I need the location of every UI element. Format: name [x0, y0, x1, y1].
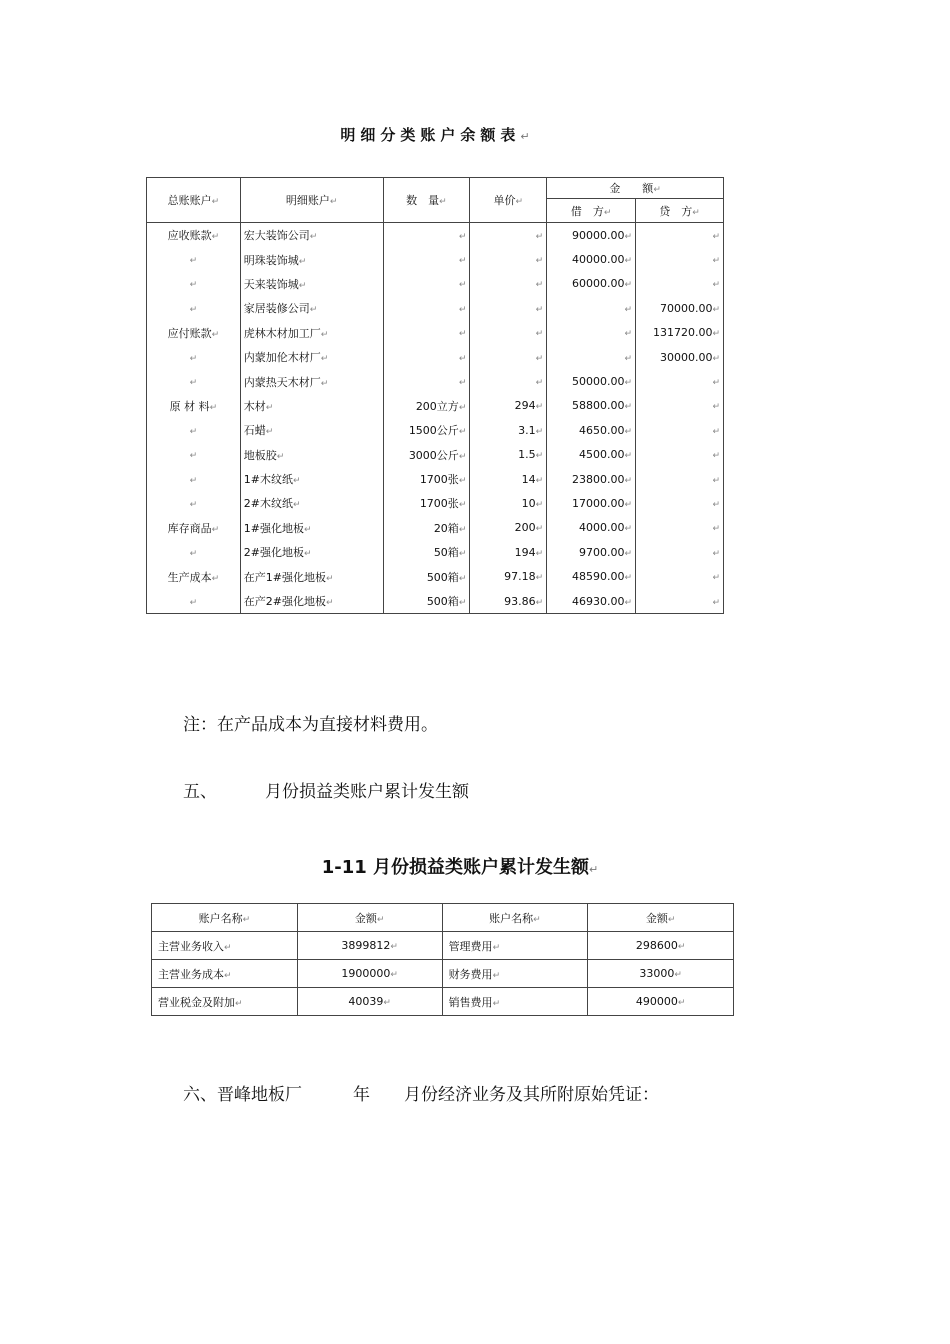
cell-unit-price: ↵: [470, 321, 547, 345]
cell-credit: ↵: [636, 223, 724, 248]
cell-unit-price: 10↵: [470, 491, 547, 515]
cell-unit-price: 3.1↵: [470, 418, 547, 442]
cell-debit: 17000.00↵: [547, 491, 636, 515]
cell-detail-account: 地板胶↵: [240, 443, 383, 467]
cell-detail-account: 宏大装饰公司↵: [240, 223, 383, 248]
cell-credit: ↵: [636, 272, 724, 296]
cell-detail-account: 天来装饰城↵: [240, 272, 383, 296]
cell-credit: ↵: [636, 589, 724, 614]
cell-debit: 60000.00↵: [547, 272, 636, 296]
table-row: [147, 272, 724, 296]
cell-general-account: ↵: [147, 272, 241, 296]
cell-quantity: ↵: [383, 247, 470, 271]
cell-credit: ↵: [636, 394, 724, 418]
pl-cell-account: 销售费用↵: [442, 988, 588, 1016]
cell-detail-account: 明珠装饰城↵: [240, 247, 383, 271]
pl-cell-amount: 33000↵: [588, 960, 734, 988]
cell-unit-price: ↵: [470, 247, 547, 271]
cell-unit-price: 1.5↵: [470, 443, 547, 467]
cell-debit: 4000.00↵: [547, 516, 636, 540]
cell-detail-account: 家居装修公司↵: [240, 296, 383, 320]
cell-quantity: ↵: [383, 223, 470, 248]
pl-cell-account: 主营业务成本↵: [152, 960, 298, 988]
profit-loss-table: [151, 903, 734, 1016]
cell-unit-price: ↵: [470, 272, 547, 296]
cell-detail-account: 2#强化地板↵: [240, 540, 383, 564]
cell-debit: 48590.00↵: [547, 564, 636, 588]
cell-unit-price: 93.86↵: [470, 589, 547, 614]
cell-quantity: ↵: [383, 296, 470, 320]
cell-debit: 40000.00↵: [547, 247, 636, 271]
cell-general-account: ↵: [147, 443, 241, 467]
table2-title: [150, 853, 770, 879]
cell-general-account: 库存商品↵: [147, 516, 241, 540]
section-5-heading: [183, 777, 469, 802]
detail-balance-body: [147, 223, 724, 614]
header-detail-account: 明细账户↵: [240, 178, 383, 223]
table-row: [147, 345, 724, 369]
cell-unit-price: 14↵: [470, 467, 547, 491]
pl-cell-amount: 3899812↵: [297, 932, 442, 960]
table2-title-text: 1-11 月份损益类账户累计发生额: [321, 857, 590, 878]
pl-cell-account: 主营业务收入↵: [152, 932, 298, 960]
table-row: [147, 394, 724, 418]
cell-quantity: 20箱↵: [383, 516, 470, 540]
cell-credit: ↵: [636, 369, 724, 393]
pl-cell-account: 营业税金及附加↵: [152, 988, 298, 1016]
cell-quantity: ↵: [383, 272, 470, 296]
cell-detail-account: 2#木纹纸↵: [240, 491, 383, 515]
cell-quantity: 200立方↵: [383, 394, 470, 418]
cell-credit: ↵: [636, 443, 724, 467]
cell-general-account: 生产成本↵: [147, 564, 241, 588]
cell-unit-price: ↵: [470, 345, 547, 369]
table-row: [152, 988, 734, 1016]
pl-header-amount-1: 金额↵: [297, 904, 442, 932]
note-text: 注：在产品成本为直接材料费用。: [183, 715, 438, 735]
cell-quantity: ↵: [383, 369, 470, 393]
table-row: [152, 932, 734, 960]
cell-credit: 131720.00↵: [636, 321, 724, 345]
header-debit: 借 方↵: [547, 199, 636, 223]
table-row: [147, 443, 724, 467]
cell-credit: ↵: [636, 467, 724, 491]
cell-general-account: ↵: [147, 345, 241, 369]
cell-quantity: 500箱↵: [383, 589, 470, 614]
cell-debit: 4500.00↵: [547, 443, 636, 467]
cell-detail-account: 1#木纹纸↵: [240, 467, 383, 491]
cell-quantity: 500箱↵: [383, 564, 470, 588]
header-amount: 金 额↵: [547, 178, 724, 199]
cell-unit-price: 194↵: [470, 540, 547, 564]
cell-debit: ↵: [547, 321, 636, 345]
cell-detail-account: 内蒙热天木材厂↵: [240, 369, 383, 393]
cell-debit: 58800.00↵: [547, 394, 636, 418]
table-row: [147, 540, 724, 564]
cell-debit: 50000.00↵: [547, 369, 636, 393]
cell-general-account: ↵: [147, 247, 241, 271]
cell-unit-price: 200↵: [470, 516, 547, 540]
cell-quantity: 1500公斤↵: [383, 418, 470, 442]
cell-detail-account: 木材↵: [240, 394, 383, 418]
cell-debit: 9700.00↵: [547, 540, 636, 564]
table-row: [147, 491, 724, 515]
table1-title: [146, 124, 724, 145]
table-row: [147, 467, 724, 491]
cell-quantity: 1700张↵: [383, 467, 470, 491]
cell-unit-price: ↵: [470, 369, 547, 393]
cell-debit: 4650.00↵: [547, 418, 636, 442]
pl-cell-amount: 298600↵: [588, 932, 734, 960]
cell-detail-account: 在产2#强化地板↵: [240, 589, 383, 614]
pl-header-amount-2: 金额↵: [588, 904, 734, 932]
return-mark-icon: ↵: [589, 863, 599, 876]
pl-header-account-1: 账户名称↵: [152, 904, 298, 932]
table-row: [147, 516, 724, 540]
cell-credit: ↵: [636, 516, 724, 540]
detail-balance-table: [146, 177, 724, 614]
table-row: [147, 564, 724, 588]
pl-header-account-2: 账户名称↵: [442, 904, 588, 932]
cell-unit-price: 97.18↵: [470, 564, 547, 588]
cell-credit: ↵: [636, 564, 724, 588]
cell-credit: 70000.00↵: [636, 296, 724, 320]
cell-general-account: ↵: [147, 418, 241, 442]
return-mark-icon: ↵: [520, 130, 530, 143]
section-5-title: 月份损益类账户累计发生额: [265, 782, 469, 802]
header-general-account: 总账账户↵: [147, 178, 241, 223]
cell-detail-account: 石蜡↵: [240, 418, 383, 442]
cell-general-account: ↵: [147, 491, 241, 515]
cell-credit: ↵: [636, 491, 724, 515]
header-credit: 贷 方↵: [636, 199, 724, 223]
cell-credit: 30000.00↵: [636, 345, 724, 369]
table-row: [147, 223, 724, 248]
cell-quantity: 3000公斤↵: [383, 443, 470, 467]
cell-credit: ↵: [636, 418, 724, 442]
table-row: [147, 296, 724, 320]
cell-detail-account: 1#强化地板↵: [240, 516, 383, 540]
cell-general-account: ↵: [147, 369, 241, 393]
pl-cell-account: 财务费用↵: [442, 960, 588, 988]
section-6-heading: 六、晋峰地板厂 年 月份经济业务及其所附原始凭证：: [183, 1085, 659, 1105]
header-unit-price: 单价↵: [470, 178, 547, 223]
cell-debit: ↵: [547, 296, 636, 320]
pl-cell-account: 管理费用↵: [442, 932, 588, 960]
pl-cell-amount: 490000↵: [588, 988, 734, 1016]
pl-cell-amount: 40039↵: [297, 988, 442, 1016]
cell-general-account: 应收账款↵: [147, 223, 241, 248]
table-row: [147, 369, 724, 393]
table-row: [147, 418, 724, 442]
section-5-number: 五、: [183, 782, 217, 802]
pl-cell-amount: 1900000↵: [297, 960, 442, 988]
cell-unit-price: ↵: [470, 296, 547, 320]
cell-credit: ↵: [636, 540, 724, 564]
cell-quantity: 50箱↵: [383, 540, 470, 564]
cell-detail-account: 在产1#强化地板↵: [240, 564, 383, 588]
cell-unit-price: 294↵: [470, 394, 547, 418]
cell-debit: 90000.00↵: [547, 223, 636, 248]
cell-credit: ↵: [636, 247, 724, 271]
cell-quantity: ↵: [383, 321, 470, 345]
cell-general-account: ↵: [147, 540, 241, 564]
cell-general-account: ↵: [147, 296, 241, 320]
profit-loss-body: [152, 932, 734, 1016]
cell-quantity: 1700张↵: [383, 491, 470, 515]
cell-debit: 23800.00↵: [547, 467, 636, 491]
table-row: [152, 960, 734, 988]
cell-debit: ↵: [547, 345, 636, 369]
table-row: [147, 589, 724, 614]
cell-unit-price: ↵: [470, 223, 547, 248]
table-row: [147, 247, 724, 271]
table-row: [147, 321, 724, 345]
cell-quantity: ↵: [383, 345, 470, 369]
cell-detail-account: 虎林木材加工厂↵: [240, 321, 383, 345]
cell-general-account: ↵: [147, 589, 241, 614]
cell-debit: 46930.00↵: [547, 589, 636, 614]
cell-general-account: 应付账款↵: [147, 321, 241, 345]
table1-title-text: 明细分类账户余额表: [340, 126, 521, 144]
cell-detail-account: 内蒙加伦木材厂↵: [240, 345, 383, 369]
cell-general-account: 原 材 料↵: [147, 394, 241, 418]
header-quantity: 数 量↵: [383, 178, 470, 223]
cell-general-account: ↵: [147, 467, 241, 491]
